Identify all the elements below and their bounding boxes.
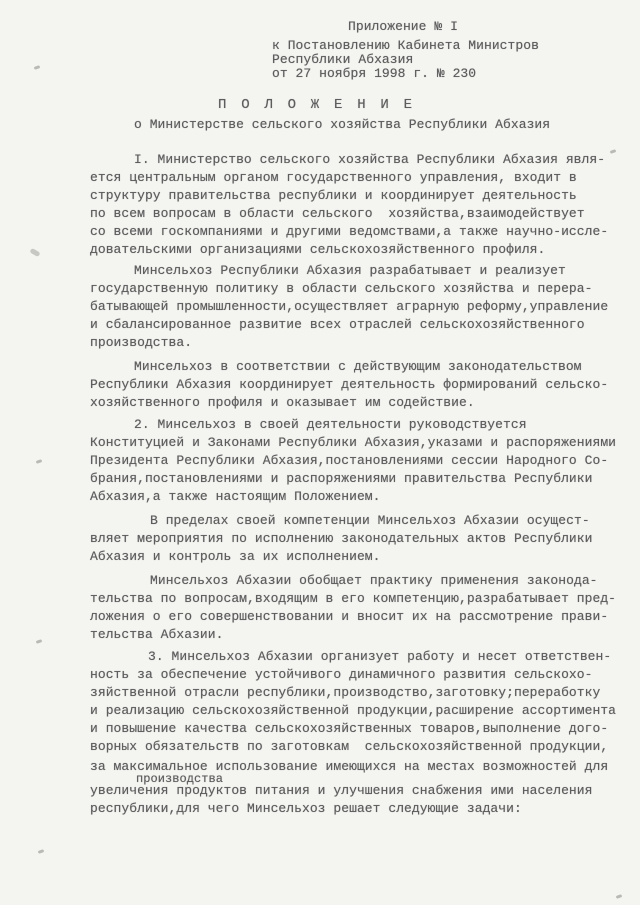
margin-mark: [36, 459, 43, 464]
body-line: и реализацию сельскохозяйственной продукции,расширение ассортимента: [90, 703, 617, 718]
body-line: Президента Республики Абхазия,постановлениями сессии Народного Со-: [90, 453, 609, 468]
margin-mark: [34, 65, 41, 70]
body-line: со всеми госкомпаниями и другими ведомствами,а также научно-иссле-: [90, 224, 609, 239]
body-line: и сбалансированное развитие всех отраслей сельскохозяйственного: [90, 317, 585, 332]
margin-mark: [29, 248, 40, 257]
margin-mark: [616, 894, 623, 899]
body-line: тельства по вопросам,входящим в его компетенцию,разрабатывает пред-: [90, 591, 617, 606]
body-line: Конституцией и Законами Республики Абхазия,указами и распоряжениями: [90, 435, 617, 450]
body-line: ложения о его совершенствовании и вносит их на рассмотрение прави-: [90, 609, 609, 624]
body-line: увеличения продуктов питания и улучшения снабжения ими населения: [90, 783, 593, 798]
body-line: 3. Минсельхоз Абхазии организует работу и несет ответствен-: [148, 649, 612, 664]
body-line: I. Министерство сельского хозяйства Республики Абхазия явля-: [134, 152, 606, 167]
margin-mark: [610, 149, 617, 154]
body-line: Минсельхоз Республики Абхазия разрабатывает и реализует: [134, 263, 566, 278]
body-line: Абхазия,а также настоящим Положением.: [90, 489, 381, 504]
body-line: и повышение качества сельскохозяйственных товаров,выполнение дого-: [90, 721, 609, 736]
body-line: 2. Минсельхоз в своей деятельности руководствуется: [134, 417, 527, 432]
body-line: ворных обязательств по заготовкам сельскохозяйственной продукции,: [90, 739, 609, 754]
resolution-reference: к Постановлению Кабинета Министров: [272, 38, 539, 53]
body-line: тельства Абхазии.: [90, 627, 224, 642]
body-line: вляет мероприятия по исполнению законодательных актов Республики: [90, 531, 593, 546]
body-line: Минсельхоз в соответствии с действующим законодательством: [134, 359, 582, 374]
body-line: брания,постановлениями и распоряжениями правительства Республики: [90, 471, 593, 486]
body-line: ность за обеспечение устойчивого динамичного развития сельскохо-: [90, 667, 593, 682]
document-subtitle: о Министерстве сельского хозяйства Республики Абхазия: [134, 117, 551, 132]
body-line: батывающей промышленности,осуществляет аграрную реформу,управление: [90, 299, 609, 314]
body-line: за максимальное использование имеющихся на местах возможностей для: [90, 759, 609, 774]
body-line: ется центральным органом государственного управления, входит в: [90, 170, 577, 185]
body-line: структуру правительства республики и координирует деятельность: [90, 188, 577, 203]
inserted-word: производства: [136, 772, 224, 786]
body-line: государственную политику в области сельского хозяйства и перера-: [90, 281, 593, 296]
margin-mark: [36, 639, 43, 644]
body-line: республики,для чего Минсельхоз решает следующие задачи:: [90, 801, 522, 816]
body-line: В пределах своей компетенции Минсельхоз Абхазии осущест-: [150, 513, 590, 528]
body-line: хозяйственного профиля и оказывает им содействие.: [90, 395, 475, 410]
body-line: по всем вопросам в области сельского хозяйства,взаимодействует: [90, 206, 585, 221]
resolution-date: от 27 ноября 1998 г. № 230: [272, 66, 477, 81]
body-line: Республики Абхазия координирует деятельность формирований сельско-: [90, 377, 609, 392]
document-title: П О Л О Ж Е Н И Е: [218, 97, 416, 113]
body-line: производства.: [90, 335, 193, 350]
republic-name: Республики Абхазия: [272, 52, 414, 67]
body-line: Абхазия и контроль за их исполнением.: [90, 549, 381, 564]
appendix-label: Приложение № I: [348, 19, 458, 34]
body-line: Минсельхоз Абхазии обобщает практику применения законода-: [150, 573, 598, 588]
body-line: довательскими организациями сельскохозяйственного профиля.: [90, 242, 546, 257]
margin-mark: [38, 849, 45, 854]
body-line: зяйственной отрасли республики,производство,заготовку;переработку: [90, 685, 601, 700]
